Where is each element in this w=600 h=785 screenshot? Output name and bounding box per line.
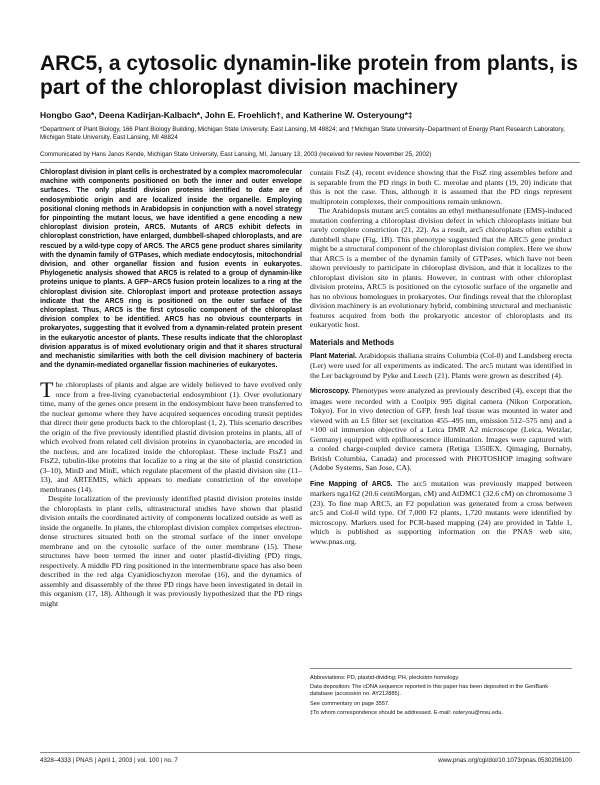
- plant-material-text: Arabidopsis thaliana strains Columbia (Col-0) and Landsberg erecta (Ler) were used for all experiments as indicated. The arc5 mutant was identified in the Ler background by Pyke and Leech (21). Plants were grown as described (4).: [310, 350, 572, 380]
- intro-paragraph-2: Despite localization of the previously identified plastid division proteins inside the chloroplasts in plant cells, ultrastructural studies have shown that plastid division entails the coordinated activity of components localized outside as well as inside the organelle. In plants, the chloroplast division complex comprises electron-dense structures situated both on the stromal surface of the inner envelope membrane and on the cytosolic surface of the outer membrane (15). These structures have been termed the inner and outer plastid-dividing (PD) rings, respectively. A middle PD ring positioned in the intermembrane space has also been described in the red alga Cyanidioschyzon merolae (16), and the dynamics of assembly and disassembly of the three PD rings have been investigated in detail in this organism (17, 18). Although it was previously hypothesized that the PD rings might: [40, 494, 302, 608]
- footnotes: [310, 668, 572, 719]
- footnote-abbreviations: Abbreviations: PD, plastid-dividing; PH, pleckstrin homology.: [310, 675, 460, 681]
- right-column: [310, 168, 572, 546]
- article-title: ARC5, a cytosolic dynamin-like protein from plants, is part of the chloroplast division machinery: [40, 52, 578, 99]
- fine-mapping-head: Fine Mapping of ARC5.: [310, 480, 393, 488]
- journal-citation: 4328–4333 | PNAS | April 1, 2003 | vol. 100 | no. 7: [40, 757, 178, 764]
- microscopy-head: Microscopy.: [310, 388, 350, 395]
- methods-heading: Materials and Methods: [310, 337, 395, 347]
- footnote-correspondence: ‡To whom correspondence should be addressed. E-mail: osteryou@msu.edu.: [310, 709, 503, 716]
- intro-paragraph-1: [40, 377, 302, 494]
- microscopy-text: Phenotypes were analyzed as previously described (4), except that the images were recorded with a Coolpix 995 digital camera (Nikon Corporation, Tokyo). For in vivo detection of GFP, fresh leaf tissue was mounted in water and viewed with an L5 filter set (excitation 455–495 nm, emission 512–575 nm) and a ×100 oil immersion objective of a Leica DMR A2 microscope (Leica, Wetzlar, Germany) equipped with epifluorescence illumination. Images were captured with a cooled charge-coupled device camera (Retiga 1350EX, Qimaging, Burnaby, British Columbia, Canada) and processed with PHOTOSHOP imaging software (Adobe Systems, San Jose, CA).: [310, 386, 573, 472]
- plant-material-paragraph: [310, 351, 572, 381]
- communicated-by: Communicated by Hans Janos Kende, Michigan State University, East Lansing, MI, January 13, 2003 (received for review November 25, 2002): [40, 151, 432, 158]
- affiliations: *Department of Plant Biology, 166 Plant Biology Building, Michigan State University, East Lansing, MI 48824; and †Michigan State University–Department of Energy Plant Research Laboratory, Michigan State University, East Lansing, MI 48824: [40, 126, 565, 141]
- footnote-data-deposition: Data deposition: The cDNA sequence reported in this paper has been deposited in the GenBank database (accession no. AY212885).: [310, 684, 549, 698]
- fine-mapping-paragraph: [310, 479, 572, 547]
- plant-material-head: Plant Material.: [310, 352, 357, 360]
- microscopy-paragraph: [310, 386, 572, 473]
- intro-paragraph-3: contain FtsZ (4), recent evidence showing that the FtsZ ring assembles before and is separable from the PD rings in both C. merolae and plants (19, 20) indicate that this is not the case. Thus, although it is assumed that the PD rings represent multiprotein complexes, their compositions remain unknown.: [310, 168, 572, 206]
- doi-link[interactable]: www.pnas.org/cgi/doi/10.1073/pnas.0530206100: [438, 757, 572, 764]
- fine-mapping-text: The arc5 mutation was previously mapped between markers nga162 (20.6 centiMorgan, cM) and AtDMC1 (32.6 cM) on chromosome 3 (23). To fine map ARC5, an F2 population was generated from a cross between arc5 and Col-0 wild type. Of 7,000 F2 plants, 1,720 mutants were identified by microscopy. Markers used for PCR-based mapping (24) are provided in Table 1, which is published as supporting information on the PNAS web site, www.pnas.org.: [310, 478, 572, 546]
- footer-divider: [40, 752, 580, 753]
- header-divider: [40, 162, 580, 163]
- abstract: Chloroplast division in plant cells is orchestrated by a complex macromolecular machine with components positioned on both the inner and outer envelope surfaces. The only plastid division proteins identified to date are of endosymbiotic origin and are localized inside the organelle. Employing positional cloning methods in Arabidopsis in conjunction with a novel strategy for pinpointing the mutant locus, we have identified a gene encoding a new chloroplast division protein, ARC5. Mutants of ARC5 exhibit defects in chloroplast constriction, have enlarged, dumbbell-shaped chloroplasts, and are rescued by a wild-type copy of ARC5. The ARC5 gene product shares similarity with the dynamin family of GTPases, which mediate endocytosis, mitochondrial division, and other organellar fission and fusion events in eukaryotes. Phylogenetic analysis showed that ARC5 is related to a group of dynamin-like proteins unique to plants. A GFP–ARC5 fusion protein localizes to a ring at the chloroplast division site. Chloroplast import and protease protection assays indicate that the ARC5 ring is positioned on the outer surface of the chloroplast. Thus, ARC5 is the first cytosolic component of the chloroplast division complex to be identified. ARC5 has no obvious counterparts in prokaryotes, suggesting that it evolved from a dynamin-related protein present in the eukaryotic ancestor of plants. These results indicate that the chloroplast division apparatus is of mixed evolutionary origin and that it shares structural and mechanistic similarities with both the cell division machinery of bacteria and the dynamin-mediated organellar fission machineries of eukaryotes.: [40, 169, 302, 370]
- author-list: Hongbo Gao*, Deena Kadirjan-Kalbach*, John E. Froehlich†, and Katherine W. Osteryoung*‡: [40, 110, 413, 120]
- left-column: [40, 168, 302, 608]
- footnote-commentary: See commentary on page 3557.: [310, 700, 390, 707]
- drop-cap: T: [40, 377, 54, 403]
- intro-paragraph-4: The Arabidopsis mutant arc5 contains an ethyl methanesulfonate (EMS)-induced mutation conferring a chloroplast division defect in which chloroplasts initiate but rarely complete constriction (21, 22). As a result, arc5 chloroplasts often exhibit a dumbbell shape (Fig. 1B). This phenotype suggested that the ARC5 gene product might be a structural component of the chloroplast division complex. Here we show that ARC5 is a member of the dynamin family of GTPases, which have not been shown previously to participate in chloroplast division, and that it localizes to the chloroplast division site in plants. However, in contrast with other chloroplast division proteins, ARC5 is positioned on the cytosolic surface of the organelle and has no obvious homologues in prokaryotes. Our findings reveal that the chloroplast division machinery is an evolutionary hybrid, combining structural and mechanistic features acquired from both the prokaryotic ancestor of chloroplasts and its eukaryotic host.: [310, 206, 572, 329]
- intro-paragraph-1-text: he chloroplasts of plants and algae are widely believed to have evolved only once from a free-living cyanobacterial endosymbiont (1). Over evolutionary time, many of the genes once present in the endosymbiont have been transferred to the nuclear genome where they have acquired sequences encoding transit peptides that direct their gene products back to the chloroplast (1, 2). This scenario describes the origin of the five previously identified plastid division proteins in plants, all of which evolved from related cell division proteins in cyanobacteria, are encoded in the nucleus, and are localized inside the chloroplast. These include FtsZ1 and FtsZ2, tubulin-like proteins that localize to a ring at the site of plastid constriction (3–10), MinD and MinE, which regulate placement of the plastid division site (11–13), and ARTEMIS, which appears to mediate constriction of the envelope membranes (14).: [40, 380, 302, 494]
